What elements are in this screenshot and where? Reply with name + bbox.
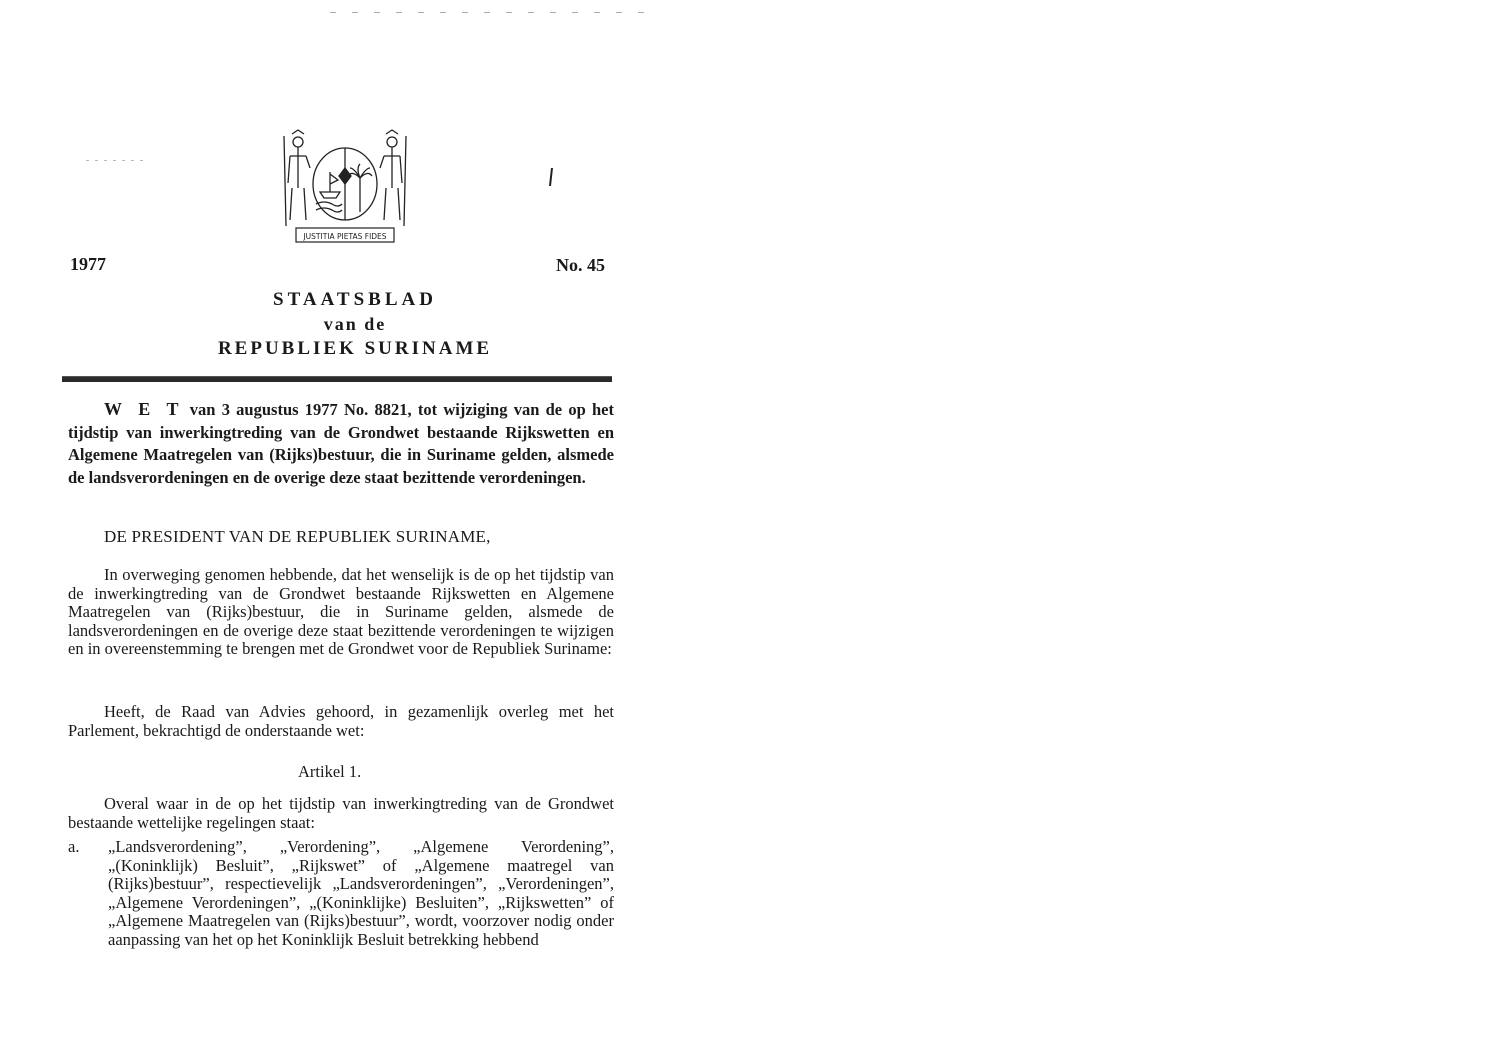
publication-number: No. 45: [556, 255, 605, 275]
scan-speck: [330, 12, 650, 13]
title-van-de: van de: [323, 314, 387, 334]
consideration-paragraph: In overweging genomen hebbende, dat het wenselijk is de op het tijdstip van de inwerkingtreding van de Grondwet bestaande Rijkswetten en Algemene Maatregelen van (Rijks)bestuur, die in Suriname gelden, alsmede de landsverordeningen en de overige deze staat bezittende verordeningen te wijzigen en in overeenstemming te brengen met de Grondwet voor de Republiek Suriname:: [68, 565, 614, 658]
scan-speck: [86, 160, 146, 161]
article-1-paragraph: Overal waar in de op het tijdstip van inwerkingtreding van de Grondwet bestaande wettelijke regelingen staat:: [68, 794, 614, 832]
coat-motto: JUSTITIA PIETAS FIDES: [303, 232, 387, 241]
title-staatsblad: STAATSBLAD: [273, 289, 437, 310]
enactment-paragraph: Heeft, de Raad van Advies gehoord, in gezamenlijk overleg met het Parlement, bekrachtigd de onderstaande wet:: [68, 702, 614, 740]
ink-mark: [548, 168, 554, 186]
publication-year: 1977: [70, 254, 106, 274]
list-item-marker: a.: [68, 837, 80, 856]
law-title: [68, 398, 614, 489]
list-item-text: „Landsverordening”, „Verordening”, „Algemene Verordening”, „(Koninklijk) Besluit”, „Rijkswet” of „Algemene maatregel van (Rijks)bestuur”, respectievelijk „Landsverordeningen”, „Verordeningen”, „Algemene Verordeningen”, „(Koninklijke) Besluiten”, „Rijkswetten” of „Algemene Maatregelen van (Rijks)bestuur”, wordt, voorzover nodig onder aanpassing van het op het Koninklijk Besluit betrekking hebbend: [108, 837, 614, 949]
title-divider: [62, 376, 612, 382]
law-lead: W E T: [104, 399, 184, 419]
coat-of-arms-emblem: [278, 128, 412, 246]
law-text: van 3 augustus 1977 No. 8821, tot wijziging van de op het tijdstip van inwerkingtreding van de Grondwet bestaande Rijkswetten en Algemene Maatregelen van (Rijks)bestuur, die in Suriname gelden, alsmede de landsverordeningen en de overige deze staat bezittende verordeningen.: [68, 400, 614, 487]
president-heading: DE PRESIDENT VAN DE REPUBLIEK SURINAME,: [104, 527, 491, 546]
article-heading: Artikel 1.: [298, 762, 362, 781]
list-item: [68, 838, 614, 949]
title-republiek: REPUBLIEK SURINAME: [217, 338, 493, 359]
